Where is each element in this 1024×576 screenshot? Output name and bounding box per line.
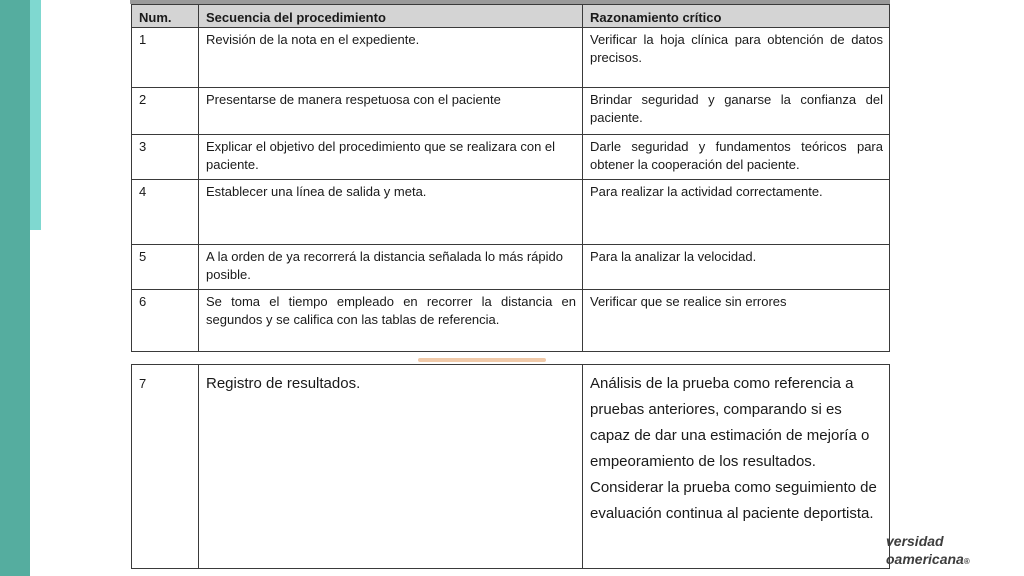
row-reason: Brindar seguridad y ganarse la confianza del paciente. bbox=[583, 88, 890, 135]
table-row bbox=[132, 88, 890, 135]
brand-line-1: versidad bbox=[886, 533, 944, 549]
table-header-row bbox=[132, 5, 890, 28]
table-row bbox=[132, 28, 890, 88]
row-step: Explicar el objetivo del procedimiento que se realizara con el paciente. bbox=[199, 135, 583, 180]
decorative-teal-bar bbox=[0, 0, 30, 576]
row-num: 3 bbox=[132, 135, 199, 180]
header-reasoning: Razonamiento crítico bbox=[583, 5, 890, 28]
header-sequence: Secuencia del procedimiento bbox=[199, 5, 583, 28]
table-row bbox=[132, 290, 890, 352]
row-step: Revisión de la nota en el expediente. bbox=[199, 28, 583, 88]
row-num: 7 bbox=[132, 365, 199, 569]
row-step: Se toma el tiempo empleado en recorrer la distancia en segundos y se califica con las tablas de referencia. bbox=[199, 290, 583, 352]
row-reason: Verificar que se realice sin errores bbox=[583, 290, 890, 352]
table-row bbox=[132, 180, 890, 245]
university-logo-text bbox=[886, 532, 970, 571]
row-reason: Darle seguridad y fundamentos teóricos para obtener la cooperación del paciente. bbox=[583, 135, 890, 180]
row-num: 6 bbox=[132, 290, 199, 352]
faint-highlight-mark bbox=[418, 358, 546, 362]
row-reason: Análisis de la prueba como referencia a pruebas anteriores, comparando si es capaz de dar una estimación de mejoría o empeoramiento de los resultados. Considerar la prueba como seguimiento de evaluación continua al paciente deportista. bbox=[583, 365, 890, 569]
row-step: A la orden de ya recorrerá la distancia señalada lo más rápido posible. bbox=[199, 245, 583, 290]
brand-line-2: oamericana bbox=[886, 551, 964, 567]
table-row bbox=[132, 135, 890, 180]
row-num: 1 bbox=[132, 28, 199, 88]
row-num: 5 bbox=[132, 245, 199, 290]
row-reason: Verificar la hoja clínica para obtención de datos precisos. bbox=[583, 28, 890, 88]
row-num: 2 bbox=[132, 88, 199, 135]
brand-line-2-wrap bbox=[886, 550, 970, 571]
row-step: Registro de resultados. bbox=[199, 365, 583, 569]
table-row bbox=[132, 245, 890, 290]
decorative-aqua-bar bbox=[30, 0, 41, 230]
table-row bbox=[132, 365, 890, 569]
row-reason: Para la analizar la velocidad. bbox=[583, 245, 890, 290]
decorative-gap bbox=[30, 230, 41, 576]
header-num: Num. bbox=[132, 5, 199, 28]
row-num: 4 bbox=[132, 180, 199, 245]
row-step: Presentarse de manera respetuosa con el paciente bbox=[199, 88, 583, 135]
row-reason: Para realizar la actividad correctamente. bbox=[583, 180, 890, 245]
registered-mark: ® bbox=[963, 557, 970, 566]
procedure-table bbox=[131, 4, 890, 352]
row-step: Establecer una línea de salida y meta. bbox=[199, 180, 583, 245]
procedure-table-continued bbox=[131, 364, 890, 569]
